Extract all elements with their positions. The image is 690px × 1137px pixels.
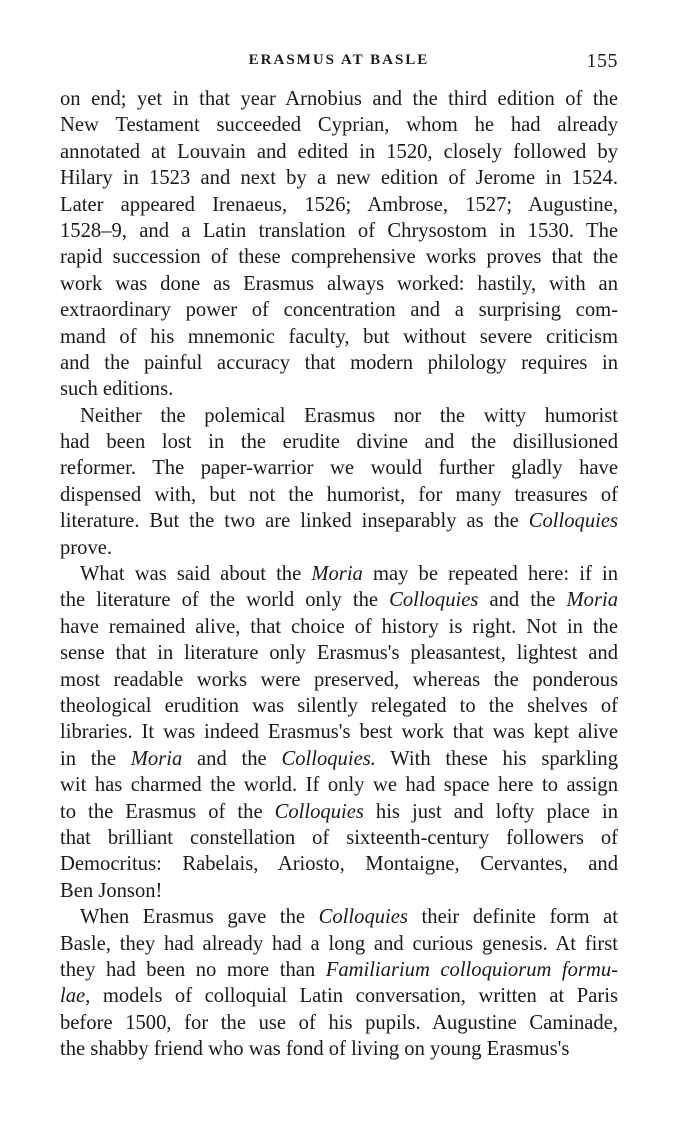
text-run: in the	[60, 747, 131, 770]
text-line	[60, 218, 618, 244]
text-run: had been lost in the erudite divine and the disillusioned	[60, 431, 618, 454]
text-line	[60, 931, 618, 957]
text-line	[60, 455, 618, 481]
text-line	[60, 772, 618, 798]
text-run: theological erudition was silently relegated to the shelves of	[60, 694, 618, 717]
text-run: before 1500, for the use of his pupils. Augustine Caminade,	[60, 1011, 618, 1034]
text-line	[60, 799, 618, 825]
text-line	[60, 825, 618, 851]
text-line	[60, 1036, 618, 1062]
text-line	[60, 429, 618, 455]
text-line	[60, 403, 618, 429]
text-run: to the Erasmus of the	[60, 800, 275, 823]
body-text	[60, 86, 618, 1062]
text-line	[60, 587, 618, 613]
text-run: and the painful accuracy that modern philology requires in	[60, 351, 618, 374]
paragraph	[60, 904, 618, 1062]
text-line	[60, 297, 618, 323]
text-line	[60, 508, 618, 534]
text-line	[60, 86, 618, 112]
italic-text: Moria	[311, 563, 363, 586]
text-line	[60, 719, 618, 745]
paragraph	[60, 86, 618, 403]
text-run: With these his sparkling	[375, 747, 618, 770]
text-line	[60, 271, 618, 297]
text-run: New Testament succeeded Cyprian, whom he had already	[60, 114, 618, 137]
text-run: and the	[478, 589, 567, 612]
italic-text: Colloquies	[318, 906, 408, 929]
text-run: the shabby friend who was fond of living on young Erasmus's	[60, 1038, 570, 1061]
text-line	[60, 983, 618, 1009]
text-line	[60, 693, 618, 719]
page-header	[60, 50, 618, 74]
text-run: Later appeared Irenaeus, 1526; Ambrose, 1527; Augustine,	[60, 193, 618, 216]
italic-text: Colloquies	[528, 510, 618, 533]
text-run: Democritus: Rabelais, Ariosto, Montaigne, Cervantes, and	[60, 853, 618, 876]
text-line	[60, 139, 618, 165]
text-run: wit has charmed the world. If only we had space here to assign	[60, 774, 618, 797]
text-line	[60, 851, 618, 877]
text-run: sense that in literature only Erasmus's pleasantest, lightest and	[60, 642, 618, 665]
italic-text: Colloquies	[389, 589, 479, 612]
text-line	[60, 350, 618, 376]
text-run: When Erasmus gave the	[80, 906, 319, 929]
italic-text: Colloquies.	[281, 747, 376, 770]
text-run: his just and lofty place in	[363, 800, 619, 823]
text-run: that brilliant constellation of sixteenth-century followers of	[60, 826, 618, 849]
text-run: rapid succession of these comprehensive works proves that the	[60, 246, 618, 269]
text-run: Basle, they had already had a long and curious genesis. At first	[60, 932, 618, 955]
text-line	[60, 376, 618, 402]
text-run: Neither the polemical Erasmus nor the witty humorist	[80, 404, 618, 427]
italic-text: Colloquies	[274, 800, 364, 823]
page-number: 155	[586, 50, 618, 72]
italic-text: Moria	[130, 747, 183, 770]
italic-text: lae,	[60, 985, 91, 1008]
text-line	[60, 746, 618, 772]
text-run: their definite form at	[407, 906, 618, 929]
text-line	[60, 165, 618, 191]
text-line	[60, 1010, 618, 1036]
running-head: ERASMUS AT BASLE	[248, 52, 430, 68]
italic-text: Moria	[566, 589, 618, 612]
text-run: the literature of the world only the	[60, 589, 390, 612]
text-run: literature. But the two are linked inseparably as the	[60, 510, 529, 533]
text-line	[60, 535, 618, 561]
text-run: extraordinary power of concentration and a surprising com-	[60, 299, 618, 322]
text-run: models of colloquial Latin conversation, written at Paris	[90, 985, 618, 1008]
text-run: Ben Jonson!	[60, 879, 163, 902]
text-run: work was done as Erasmus always worked: hastily, with an	[60, 272, 618, 295]
text-run: reformer. The paper-warrior we would further gladly have	[60, 457, 618, 480]
text-run: mand of his mnemonic faculty, but without severe criticism	[60, 325, 618, 348]
text-line	[60, 561, 618, 587]
text-line	[60, 957, 618, 983]
text-run: they had been no more than	[60, 958, 326, 981]
text-run: What was said about the	[80, 563, 312, 586]
text-run: dispensed with, but not the humorist, for many treasures of	[60, 483, 618, 506]
italic-text: Familiarium colloquiorum formu-	[325, 958, 618, 981]
text-line	[60, 482, 618, 508]
paragraph	[60, 403, 618, 561]
text-run: on end; yet in that year Arnobius and the third edition of the	[60, 88, 618, 110]
text-line	[60, 192, 618, 218]
text-line	[60, 244, 618, 270]
text-line	[60, 640, 618, 666]
text-line	[60, 904, 618, 930]
text-line	[60, 614, 618, 640]
text-run: may be repeated here: if in	[362, 563, 618, 586]
text-run: Hilary in 1523 and next by a new edition of Jerome in 1524.	[60, 167, 618, 190]
text-run: most readable works were preserved, whereas the ponderous	[60, 668, 618, 691]
text-run: such editions.	[60, 378, 174, 401]
text-line	[60, 667, 618, 693]
text-run: libraries. It was indeed Erasmus's best work that was kept alive	[60, 721, 618, 744]
text-run: 1528–9, and a Latin translation of Chrysostom in 1530. The	[60, 219, 618, 242]
text-line	[60, 878, 618, 904]
text-line	[60, 112, 618, 138]
text-run: annotated at Louvain and edited in 1520, closely followed by	[60, 140, 618, 163]
text-run: have remained alive, that choice of history is right. Not in the	[60, 615, 618, 638]
text-run: and the	[182, 747, 282, 770]
text-run: prove.	[60, 536, 113, 559]
text-line	[60, 324, 618, 350]
paragraph	[60, 561, 618, 904]
